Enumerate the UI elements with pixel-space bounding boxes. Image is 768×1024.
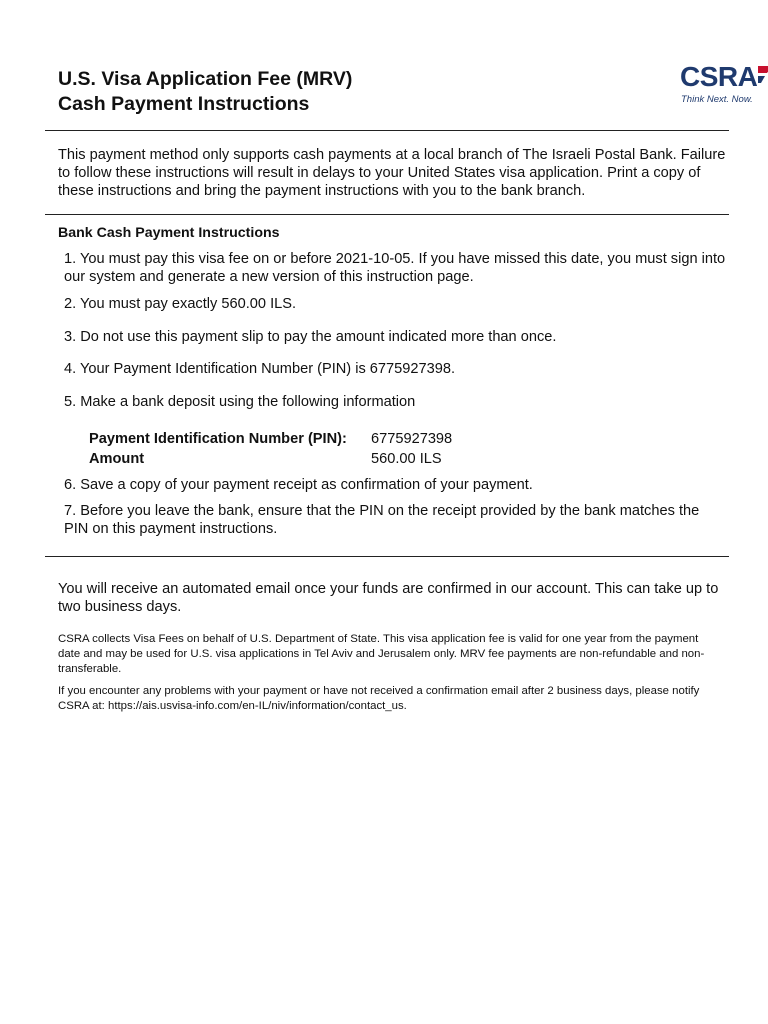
deposit-amount-value: 560.00 ILS <box>371 451 442 467</box>
deposit-amount-row <box>89 449 442 469</box>
section-heading: Bank Cash Payment Instructions <box>58 225 280 241</box>
csra-logo-tagline: Think Next. Now. <box>681 94 753 105</box>
instruction-step-3: 3. Do not use this payment slip to pay the amount indicated more than once. <box>64 329 557 345</box>
contact-notice: If you encounter any problems with your payment or have not received a confirmation email after 2 business days, please notify CSRA at: https://ais.usvisa-info.com/en-IL/niv/information/contact_us. <box>58 685 700 712</box>
confirmation-notice: You will receive an automated email once your funds are confirmed in our account. This can take up to two business days. <box>58 581 719 615</box>
csra-logo-wordmark: CSRA <box>680 62 758 92</box>
page-title <box>58 67 352 117</box>
intro-paragraph: This payment method only supports cash payments at a local branch of The Israeli Postal Bank. Failure to follow these instructions will result in delays to your United States visa application. Print a copy of these instructions and bring the payment instructions with you to the bank branch. <box>58 147 726 199</box>
flag-accent-icon <box>758 64 768 86</box>
instruction-step-7: 7. Before you leave the bank, ensure that the PIN on the receipt provided by the bank matches the PIN on this payment instructions. <box>64 503 700 537</box>
deposit-pin-label: Payment Identification Number (PIN): <box>89 431 347 447</box>
instruction-step-2: 2. You must pay exactly 560.00 ILS. <box>64 296 297 312</box>
page-title-line-2: Cash Payment Instructions <box>58 93 310 115</box>
deposit-pin-row <box>89 429 452 449</box>
deposit-pin-value: 6775927398 <box>371 431 453 447</box>
csra-logo <box>680 62 768 110</box>
instruction-step-5: 5. Make a bank deposit using the following information <box>64 394 416 410</box>
header-divider <box>45 130 729 131</box>
instruction-step-1: 1. You must pay this visa fee on or before 2021-10-05. If you have missed this date, you must sign into our system and generate a new version of this instruction page. <box>64 251 726 285</box>
instructions-divider <box>45 556 729 557</box>
instruction-step-4: 4. Your Payment Identification Number (PIN) is 6775927398. <box>64 361 456 377</box>
instruction-step-6: 6. Save a copy of your payment receipt as confirmation of your payment. <box>64 477 533 493</box>
deposit-amount-label: Amount <box>89 451 145 467</box>
page-title-line-1: U.S. Visa Application Fee (MRV) <box>58 68 353 90</box>
intro-divider <box>45 214 729 215</box>
fee-disclaimer: CSRA collects Visa Fees on behalf of U.S. Department of State. This visa application fee is valid for one year from the payment date and may be used for U.S. visa applications in Tel Aviv and Jerusalem only. MRV fee payments are non-refundable and non-transferable. <box>58 633 705 675</box>
